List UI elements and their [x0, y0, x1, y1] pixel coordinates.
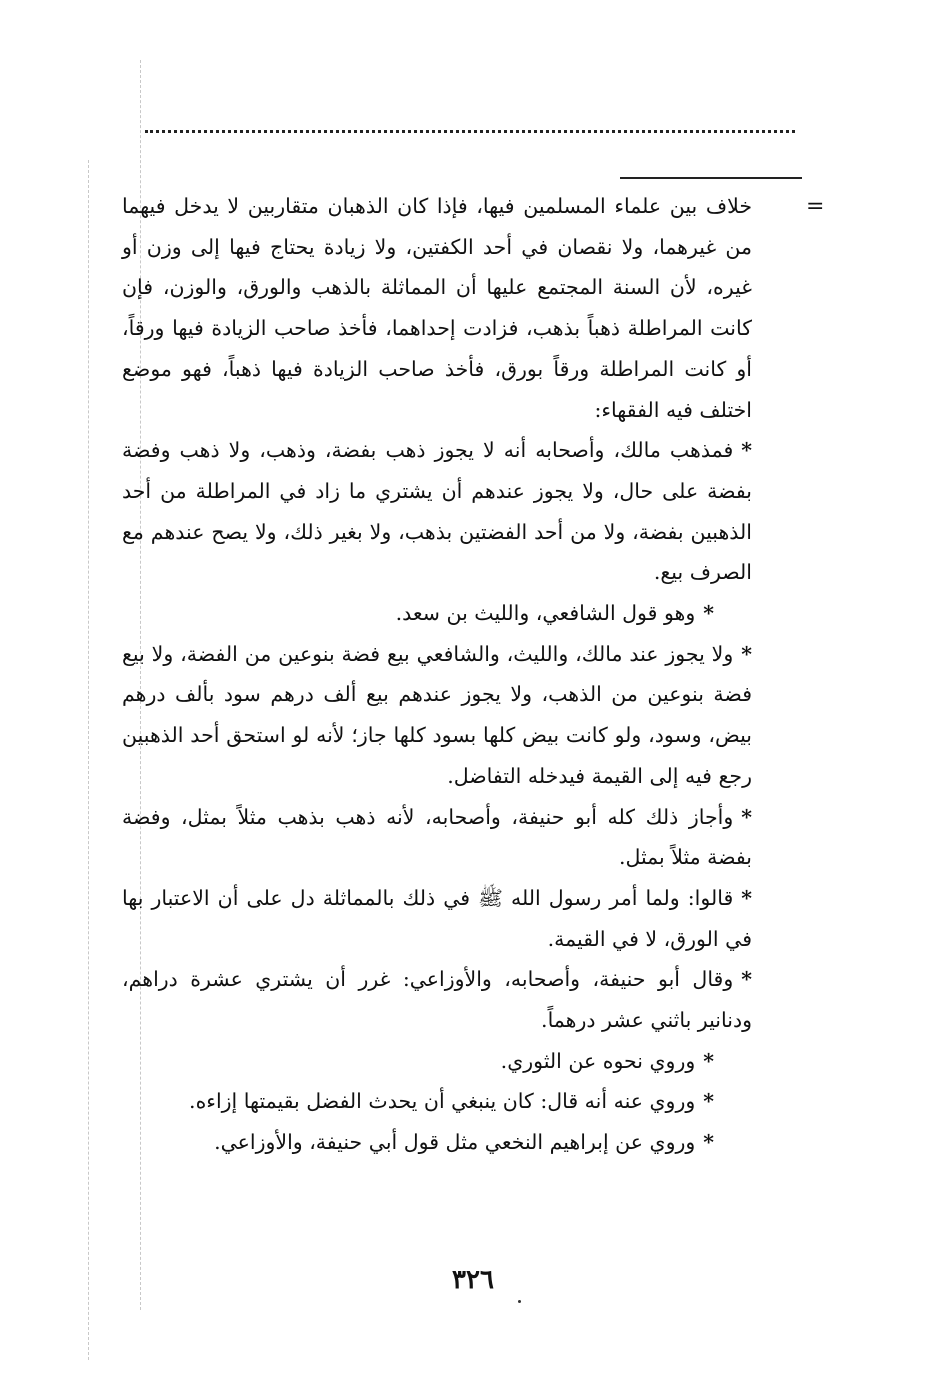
- dotted-separator: [145, 130, 795, 133]
- paragraph-text: ولا يجوز عند مالك، والليث، والشافعي بيع فضة بنوعين من الفضة، ولا بيع فضة بنوعين من الذهب، ولا يجوز عندهم بيع ألف درهم سود بألف درهم بيض، وسود، ولو كانت بيض كلها بسود كلها جاز؛ لأنه لو استحق أحد الذهبين رجع فيه إلى القيمة فيدخله التفاضل.: [122, 641, 752, 788]
- asterisk-marker: *: [741, 804, 752, 829]
- continuation-mark: =: [806, 194, 825, 219]
- asterisk-marker: *: [703, 1089, 714, 1114]
- paragraph-text: وقال أبو حنيفة، وأصحابه، والأوزاعي: غرر أن يشتري عشرة دراهم، ودنانير باثني عشر درهماً.: [122, 967, 752, 1033]
- paragraph-text: وروي عنه أنه قال: كان ينبغي أن يحدث الفضل بقيمتها إزاءه.: [189, 1089, 696, 1114]
- paragraph: [122, 1081, 752, 1122]
- paragraph: [122, 634, 752, 797]
- asterisk-marker: *: [703, 1130, 714, 1155]
- asterisk-marker: *: [741, 438, 752, 463]
- page-number: ٣٢٦: [452, 1265, 494, 1295]
- paragraph-text: خلاف بين علماء المسلمين فيها، فإذا كان الذهبان متقاربين لا يدخل فيهما من غيرهما، ولا نقصان في أحد الكفتين، ولا زيادة يحتاج فيها إلى وزن أو غيره، لأن السنة المجتمع عليها أن المماثلة بالذهب والورق، والوزن، فإن كانت المراطلة ذهباً بذهب، فزادت إحداهما، فأخذ صاحب الزيادة فيها ورقاً، أو كانت المراطلة ورقاً بورق، فأخذ صاحب الزيادة فيها ذهباً، فهو موضع اختلف فيه الفقهاء:: [122, 194, 752, 422]
- paragraph: [122, 797, 752, 878]
- asterisk-marker: *: [741, 885, 752, 910]
- asterisk-marker: *: [703, 601, 714, 626]
- paragraph: [122, 1041, 752, 1082]
- footnote-body: [122, 186, 752, 1163]
- paragraph: [122, 878, 752, 959]
- paragraph-text: قالوا: ولما أمر رسول الله ﷺ في ذلك بالمماثلة دل على أن الاعتبار بها في الورق، لا في القيمة.: [122, 885, 752, 951]
- paragraph: [122, 593, 752, 634]
- paragraph-text: وأجاز ذلك كله أبو حنيفة، وأصحابه، لأنه ذهب بذهب مثلاً بمثل، وفضة بفضة مثلاً بمثل.: [122, 804, 752, 870]
- scan-artifact-line: [88, 160, 89, 1360]
- paragraph: [122, 186, 752, 430]
- paragraph: [122, 430, 752, 593]
- asterisk-marker: *: [741, 641, 752, 666]
- paragraph-text: وهو قول الشافعي، والليث بن سعد.: [395, 601, 696, 626]
- asterisk-marker: *: [703, 1048, 714, 1073]
- asterisk-marker: *: [741, 967, 752, 992]
- paragraph-text: فمذهب مالك، وأصحابه أنه لا يجوز ذهب بفضة، وذهب، ولا ذهب وفضة بفضة على حال، ولا يجوز عندهم أن يشتري ما زاد في المراطلة من أحد الذهبين بفضة، ولا من أحد الفضتين بذهب، ولا بغير ذلك، ولا يصح عندهم مع الصرف بيع.: [122, 438, 752, 585]
- paragraph: [122, 959, 752, 1040]
- scan-speck: [518, 1300, 521, 1303]
- paragraph-text: وروي نحوه عن الثوري.: [500, 1048, 696, 1073]
- paragraph-text: وروي عن إبراهيم النخعي مثل قول أبي حنيفة، والأوزاعي.: [214, 1130, 696, 1155]
- paragraph: [122, 1122, 752, 1163]
- footnote-rule: [620, 177, 802, 179]
